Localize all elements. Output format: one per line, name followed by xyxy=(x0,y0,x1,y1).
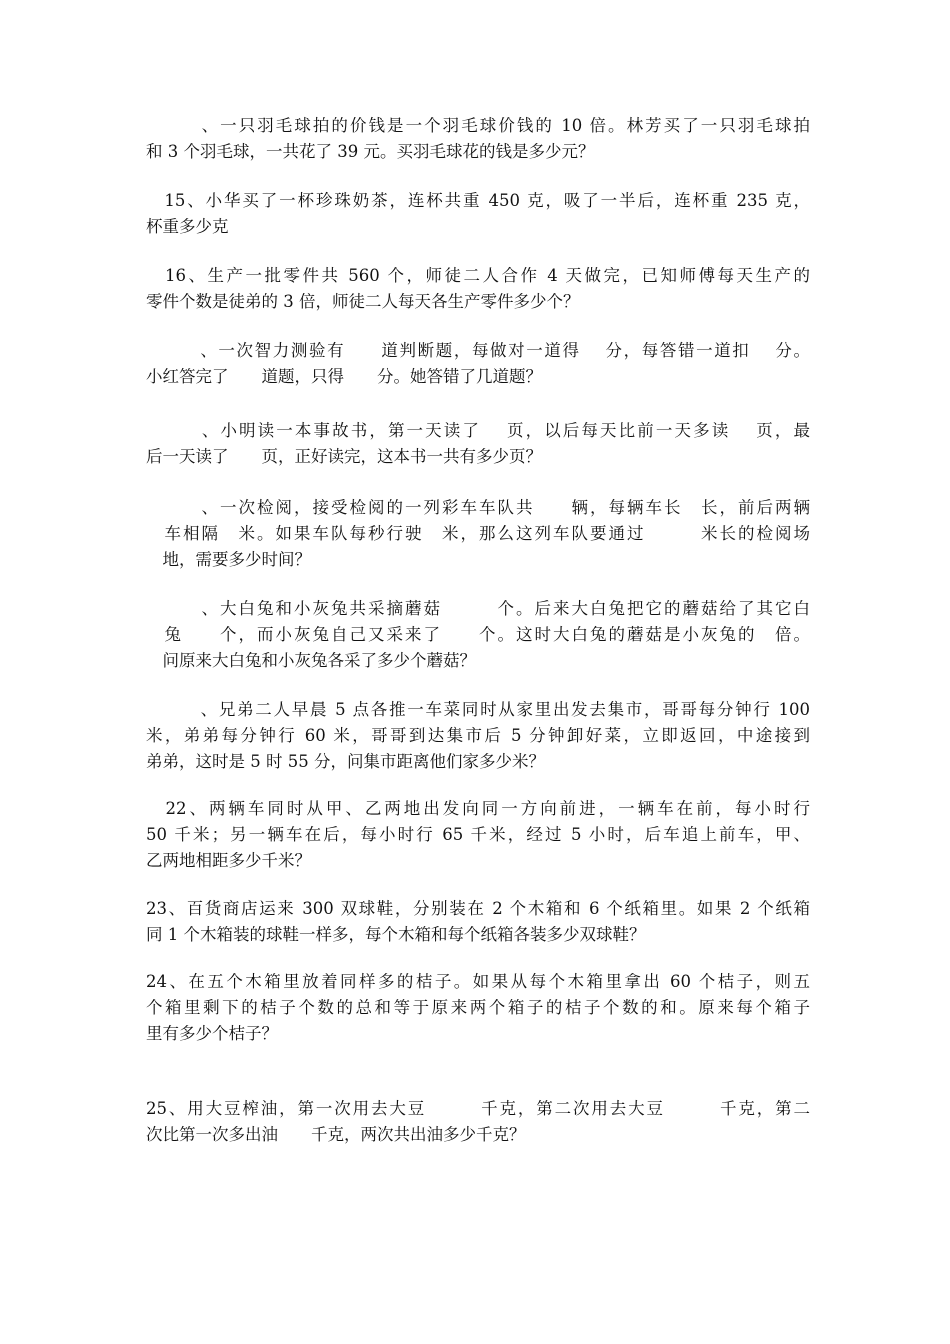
text-line: 杯重多少克 xyxy=(146,217,229,236)
text-line: 、一只羽毛球拍的价钱是一个羽毛球价钱的 10 倍。林芳买了一只羽毛球拍 xyxy=(146,116,810,135)
text-line: 弟弟，这时是 5 时 55 分，问集市距离他们家多少米？ xyxy=(146,752,545,771)
text-line: 同 1 个木箱装的球鞋一样多，每个木箱和每个纸箱各装多少双球鞋？ xyxy=(146,925,646,944)
problem-21 xyxy=(146,697,810,775)
text-line: 、小明读一本事故书，第一天读了 页，以后每天比前一天多读 页，最 xyxy=(146,421,810,440)
text-line: 、一次智力测验有 道判断题，每做对一道得 分，每答错一道扣 分。 xyxy=(146,341,810,360)
text-line: 地，需要多少时间？ xyxy=(146,550,311,569)
text-line: 后一天读了 页，正好读完，这本书一共有多少页？ xyxy=(146,447,542,466)
text-line: 24、在五个木箱里放着同样多的桔子。如果从每个木箱里拿出 60 个桔子，则五 xyxy=(146,972,810,991)
text-line: 小红答完了 道题，只得 分。她答错了几道题？ xyxy=(146,367,542,386)
text-line: 22、两辆车同时从甲、乙两地出发向同一方向前进，一辆车在前，每小时行 xyxy=(146,799,810,818)
text-line: 米，弟弟每分钟行 60 米，哥哥到达集市后 5 分钟卸好菜，立即返回，中途接到 xyxy=(146,726,810,745)
problem-14 xyxy=(146,113,810,165)
text-line: 乙两地相距多少千米？ xyxy=(146,851,311,870)
problem-19 xyxy=(146,495,810,573)
problem-15 xyxy=(146,188,810,240)
problem-18 xyxy=(146,418,810,470)
text-line: 50 千米；另一辆车在后，每小时行 65 千米，经过 5 小时，后车追上前车，甲、 xyxy=(146,825,810,844)
problem-25 xyxy=(146,1096,810,1148)
text-line: 个箱里剩下的桔子个数的总和等于原来两个箱子的桔子个数的和。原来每个箱子 xyxy=(146,998,810,1017)
text-line: 16、生产一批零件共 560 个，师徒二人合作 4 天做完，已知师傅每天生产的 xyxy=(146,266,810,285)
text-line: 、兄弟二人早晨 5 点各推一车菜同时从家里出发去集市，哥哥每分钟行 100 xyxy=(146,700,810,719)
text-line: 里有多少个桔子？ xyxy=(146,1024,278,1043)
problem-24 xyxy=(146,969,810,1047)
text-line: 15、小华买了一杯珍珠奶茶，连杯共重 450 克，吸了一半后，连杯重 235 克， xyxy=(146,191,810,210)
text-line: 25、用大豆榨油，第一次用去大豆 千克，第二次用去大豆 千克，第二 xyxy=(146,1099,810,1118)
text-line: 兔 个，而小灰兔自己又采来了 个。这时大白兔的蘑菇是小灰兔的 倍。 xyxy=(146,625,810,644)
problem-17 xyxy=(146,338,810,390)
problem-23 xyxy=(146,896,810,948)
text-line: 、一次检阅，接受检阅的一列彩车车队共 辆，每辆车长 长，前后两辆 xyxy=(146,498,810,517)
text-line: 问原来大白兔和小灰兔各采了多少个蘑菇？ xyxy=(146,651,476,670)
text-line: 零件个数是徒弟的 3 倍，师徒二人每天各生产零件多少个？ xyxy=(146,292,580,311)
text-line: 23、百货商店运来 300 双球鞋，分别装在 2 个木箱和 6 个纸箱里。如果 2 个纸箱 xyxy=(146,899,810,918)
text-line: 车相隔 米。如果车队每秒行驶 米，那么这列车队要通过 米长的检阅场 xyxy=(146,524,810,543)
problem-16 xyxy=(146,263,810,315)
text-line: 和 3 个羽毛球，一共花了 39 元。买羽毛球花的钱是多少元？ xyxy=(146,142,595,161)
problem-22 xyxy=(146,796,810,874)
text-line: 次比第一次多出油 千克，两次共出油多少千克？ xyxy=(146,1125,526,1144)
text-line: 、大白兔和小灰兔共采摘蘑菇 个。后来大白兔把它的蘑菇给了其它白 xyxy=(146,599,810,618)
problem-20 xyxy=(146,596,810,674)
